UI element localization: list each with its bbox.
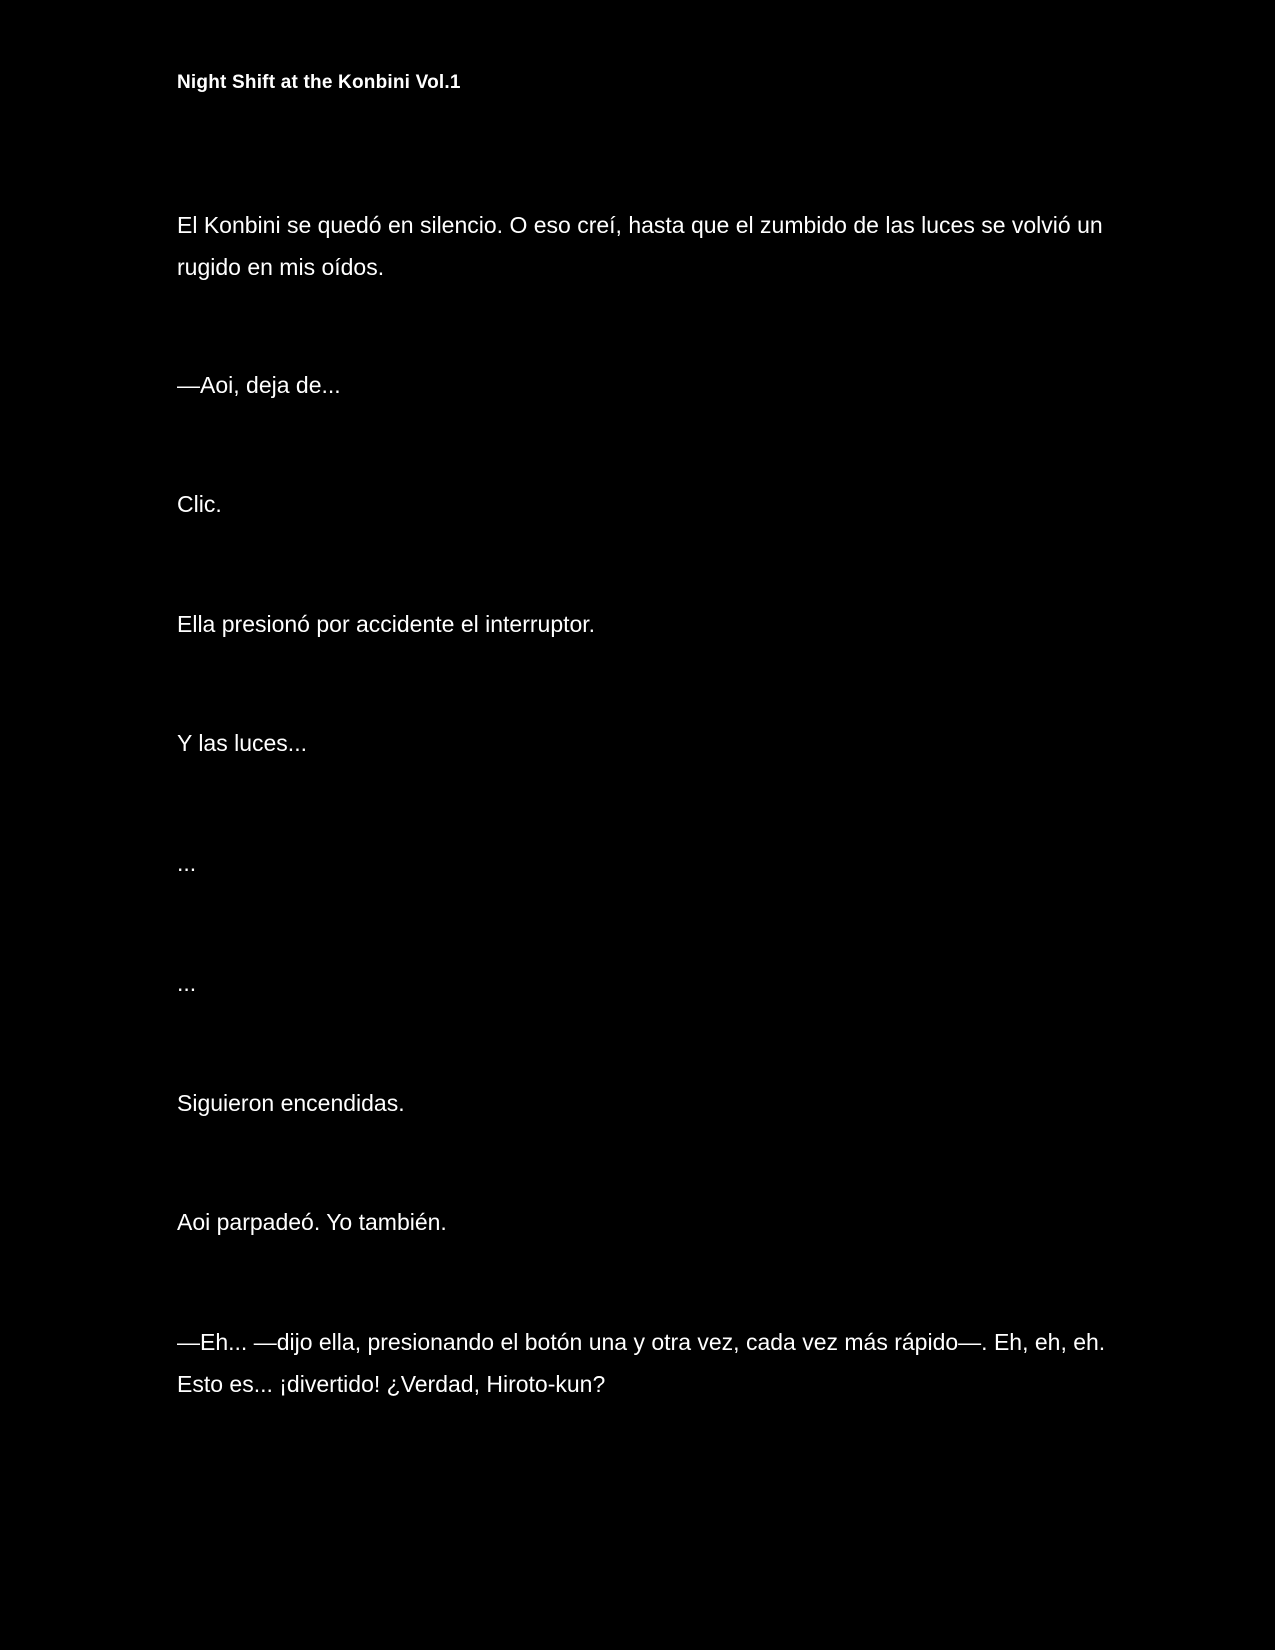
running-header-title: Night Shift at the Konbini Vol.1 <box>177 72 461 93</box>
paragraph: ... <box>177 850 197 876</box>
paragraph: Aoi parpadeó. Yo también. <box>177 1209 447 1235</box>
paragraph: Clic. <box>177 491 222 517</box>
paragraph: Ella presionó por accidente el interruptor. <box>177 611 596 637</box>
paragraph: —Eh... —dijo ella, presionando el botón una y otra vez, cada vez más rápido—. Eh, eh, eh. Esto es... ¡divertido! ¿Verdad, Hiroto-kun? <box>177 1329 1106 1397</box>
paragraph: —Aoi, deja de... <box>177 372 341 398</box>
paragraph: Y las luces... <box>177 730 307 756</box>
paragraph: El Konbini se quedó en silencio. O eso creí, hasta que el zumbido de las luces se volvió un rugido en mis oídos. <box>177 212 1103 280</box>
paragraph: ... <box>177 970 197 996</box>
paragraph: Siguieron encendidas. <box>177 1090 405 1116</box>
